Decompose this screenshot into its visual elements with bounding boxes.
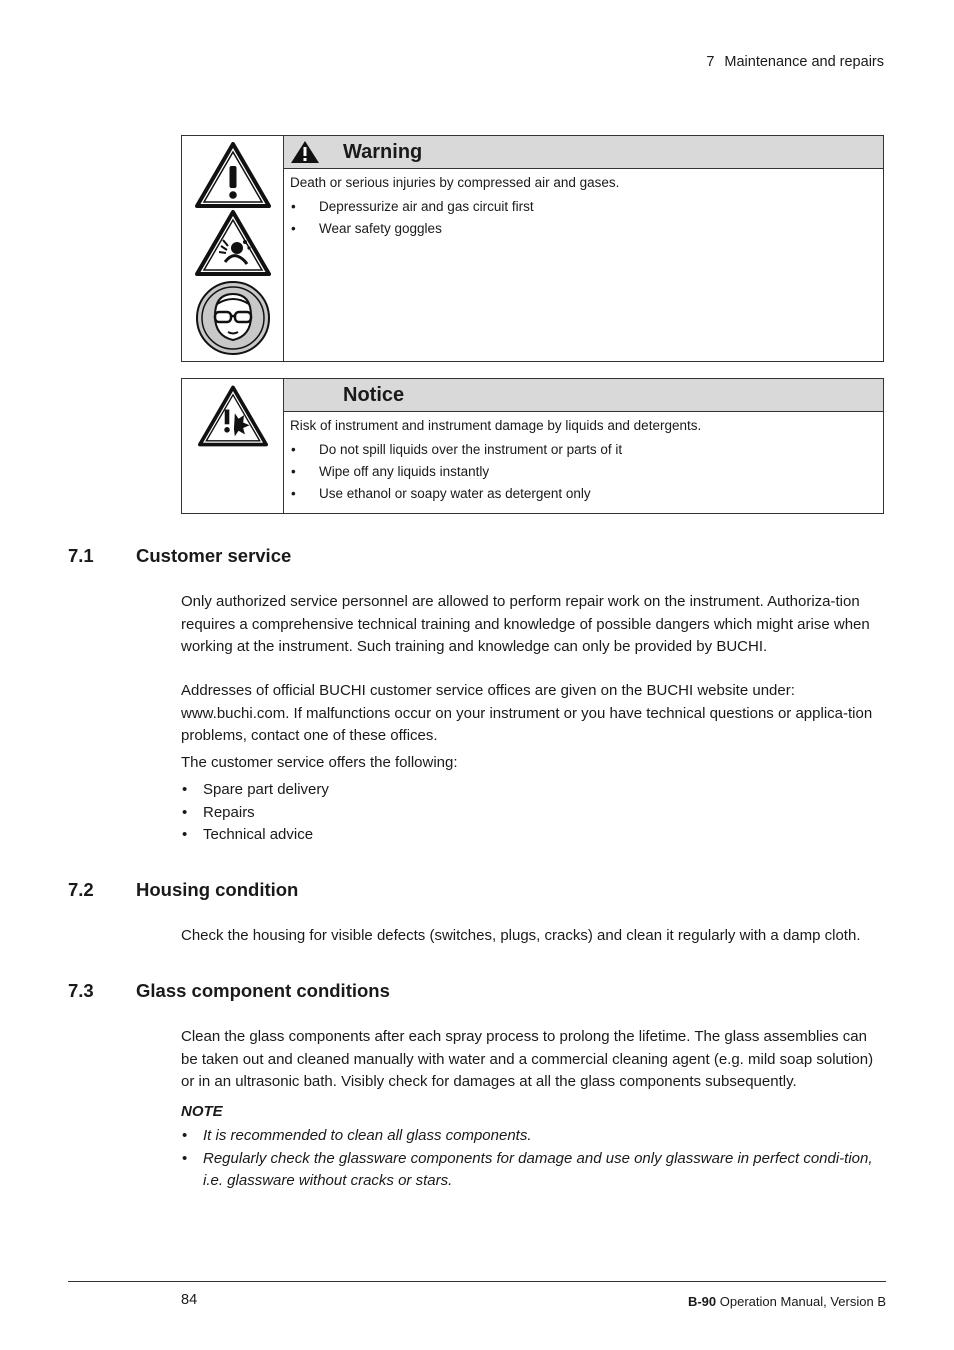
section-heading-7-2: [68, 879, 298, 901]
notice-item: • Do not spill liquids over the instrument or parts of it: [290, 442, 883, 457]
chapter-title: Maintenance and repairs: [724, 54, 884, 70]
warning-item: • Wear safety goggles: [290, 221, 883, 236]
section-number: 7.3: [68, 980, 94, 1001]
section-heading-7-1: [68, 545, 291, 567]
running-header: [706, 54, 884, 70]
note-item: • It is recommended to clean all glass components.: [181, 1125, 885, 1148]
section-number: 7.2: [68, 879, 94, 900]
paragraph: The customer service offers the following:: [181, 754, 458, 771]
note-item: • Regularly check the glassware components for damage and use only glassware in perfect condi-tion, i.e. glassware without cracks or stars.: [181, 1148, 885, 1193]
section-title: Customer service: [136, 545, 292, 566]
notice-item: • Use ethanol or soapy water as detergent only: [290, 486, 883, 501]
paragraph: Addresses of official BUCHI customer service offices are given on the BUCHI website under: www.buchi.com. If malfunctions occur on your instrument or you have technical questions or applica-tion problems, contact one of these offices.: [181, 682, 873, 744]
warning-box: [181, 135, 884, 362]
warning-intro: Death or serious injuries by compressed air and gases.: [290, 175, 620, 190]
list-item: • Spare part delivery: [181, 779, 329, 802]
paragraph: Clean the glass components after each spray process to prolong the lifetime. The glass assemblies can be taken out and cleaned manually with water and a commercial cleaning agent (e.g. mild soap solution) or in an ultrasonic bath. Visibly check for damages at all the glass components subsequently.: [181, 1028, 874, 1090]
chapter-number: 7: [706, 54, 715, 70]
notice-item: • Wipe off any liquids instantly: [290, 464, 883, 479]
notice-title-bar: [284, 379, 883, 412]
goggles-required-icon: [195, 280, 271, 356]
warning-title-icon: [290, 140, 320, 164]
section-title: Housing condition: [136, 879, 299, 900]
footer-divider: [68, 1281, 886, 1282]
warning-list: [290, 199, 883, 236]
page-number: 84: [181, 1292, 198, 1308]
note-list: [181, 1125, 885, 1193]
warning-icons: [182, 136, 284, 361]
paragraph: Check the housing for visible defects (switches, plugs, cracks) and clean it regularly with a damp cloth.: [181, 927, 861, 944]
doc-name: Operation Manual, Version B: [719, 1294, 886, 1309]
notice-intro: Risk of instrument and instrument damage by liquids and detergents.: [290, 418, 702, 433]
notice-box: [181, 378, 884, 514]
section-title: Glass component conditions: [136, 980, 390, 1001]
product-name: B-90: [687, 1294, 717, 1309]
footer-doc-title: [688, 1294, 886, 1309]
compressed-gas-warning-icon: [195, 210, 271, 276]
property-damage-icon: [198, 385, 268, 447]
paragraph: Only authorized service personnel are allowed to perform repair work on the instrument. Authoriza-tion requires a comprehensive technical training and knowledge of possible dangers which might arise when working at the instrument. Such training and knowledge can only be provided by BUCHI.: [181, 593, 870, 655]
warning-title-bar: [284, 136, 883, 169]
notice-body: [284, 412, 883, 501]
warning-title: Warning: [343, 140, 423, 163]
warning-item: • Depressurize air and gas circuit first: [290, 199, 883, 214]
list-item: • Technical advice: [181, 824, 329, 847]
warning-body: [284, 169, 883, 236]
notice-list: [290, 442, 883, 501]
section-heading-7-3: [68, 980, 390, 1002]
notice-title: Notice: [343, 383, 405, 406]
notice-icons: [182, 379, 284, 513]
general-warning-icon: [195, 142, 271, 208]
note-label: NOTE: [181, 1103, 223, 1120]
section-number: 7.1: [68, 545, 94, 566]
list-item: • Repairs: [181, 802, 329, 825]
service-list: [181, 779, 329, 847]
